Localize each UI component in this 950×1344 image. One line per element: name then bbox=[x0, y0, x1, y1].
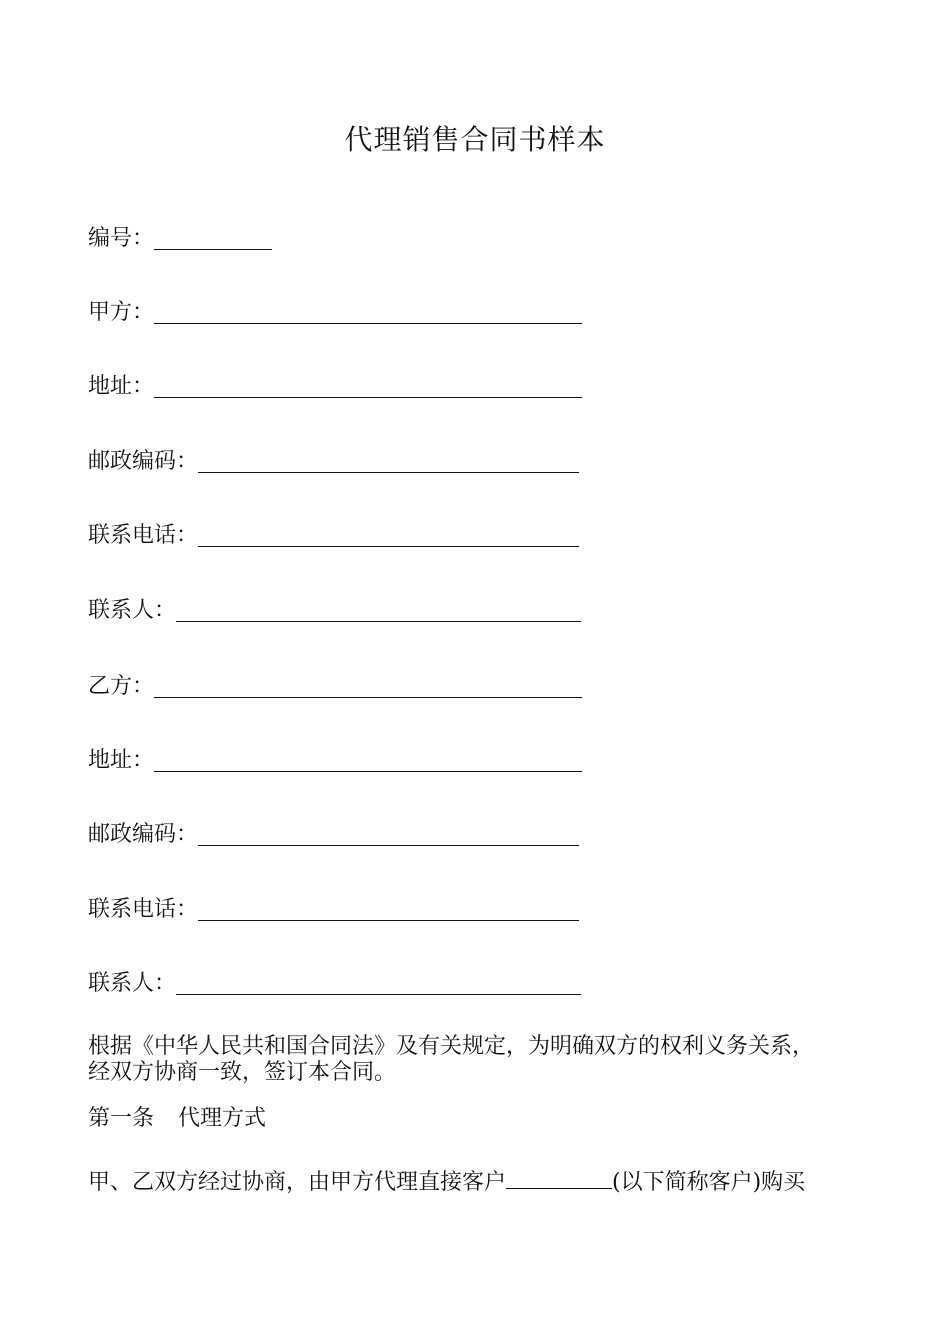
fill-in-blank[interactable] bbox=[198, 524, 579, 547]
fill-in-blank[interactable] bbox=[176, 599, 581, 622]
fill-in-blank[interactable] bbox=[154, 375, 582, 398]
field-label: 联系电话： bbox=[88, 523, 199, 548]
field-label: 地址： bbox=[88, 374, 155, 399]
fill-in-blank[interactable] bbox=[506, 1168, 612, 1189]
field-serial-number bbox=[88, 222, 272, 252]
article-title: 代理方式 bbox=[178, 1106, 267, 1131]
intro-line-2: 经双方协商一致，签订本合同。 bbox=[88, 1060, 397, 1085]
intro-paragraph bbox=[88, 1034, 888, 1086]
field-label: 联系电话： bbox=[88, 897, 199, 922]
field-label: 联系人： bbox=[88, 971, 177, 996]
field-party-b-contact bbox=[88, 967, 581, 997]
field-label: 联系人： bbox=[88, 598, 177, 623]
fill-in-blank[interactable] bbox=[154, 227, 272, 250]
field-party-b-address bbox=[88, 744, 582, 774]
field-party-b bbox=[88, 670, 582, 700]
fill-in-blank[interactable] bbox=[154, 675, 582, 698]
field-party-a-postcode bbox=[88, 445, 579, 475]
field-party-b-phone bbox=[88, 893, 579, 923]
field-party-a-contact bbox=[88, 594, 581, 624]
document-title: 代理销售合同书样本 bbox=[344, 123, 606, 156]
fill-in-blank[interactable] bbox=[154, 749, 582, 772]
article-number: 第一条 bbox=[88, 1106, 155, 1131]
field-party-a-address bbox=[88, 370, 582, 400]
field-label: 邮政编码： bbox=[88, 449, 199, 474]
fill-in-blank[interactable] bbox=[198, 823, 579, 846]
field-label: 编号： bbox=[88, 226, 155, 251]
field-party-a bbox=[88, 296, 582, 326]
field-party-b-postcode bbox=[88, 818, 579, 848]
article-text-after: (以下简称客户)购买 bbox=[612, 1170, 806, 1195]
field-label: 地址： bbox=[88, 748, 155, 773]
field-party-a-phone bbox=[88, 519, 579, 549]
fill-in-blank[interactable] bbox=[154, 301, 582, 324]
field-label: 乙方： bbox=[88, 674, 155, 699]
field-label: 邮政编码： bbox=[88, 822, 199, 847]
article-1-text bbox=[88, 1168, 888, 1196]
fill-in-blank[interactable] bbox=[198, 450, 579, 473]
fill-in-blank[interactable] bbox=[176, 972, 581, 995]
fill-in-blank[interactable] bbox=[198, 898, 579, 921]
article-1-heading bbox=[88, 1106, 888, 1132]
intro-line-1: 根据《中华人民共和国合同法》及有关规定，为明确双方的权利义务关系， bbox=[88, 1034, 815, 1059]
article-text-before: 甲、乙双方经过协商，由甲方代理直接客户 bbox=[88, 1170, 507, 1195]
field-label: 甲方： bbox=[88, 300, 155, 325]
